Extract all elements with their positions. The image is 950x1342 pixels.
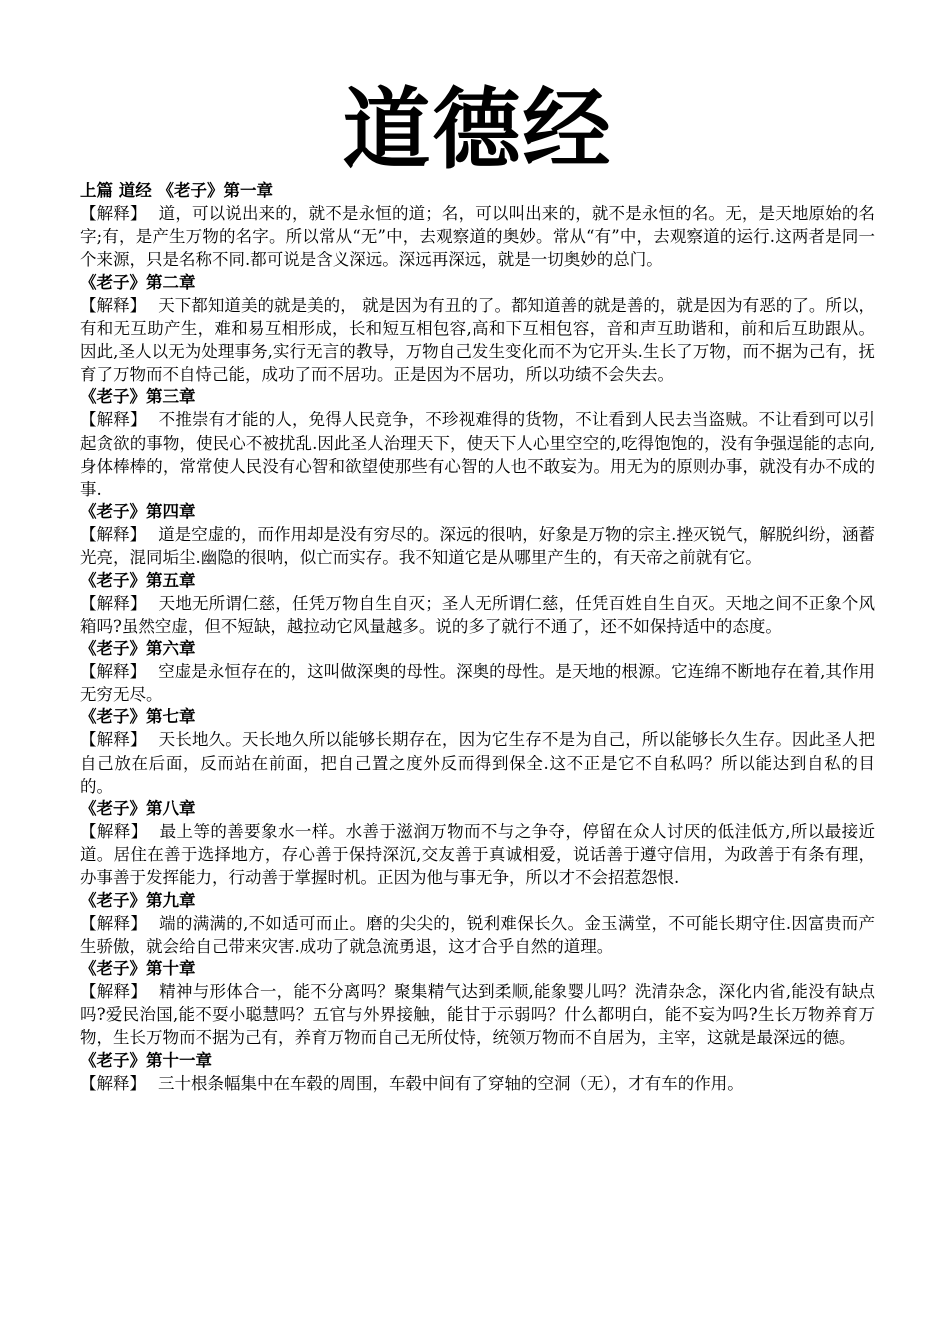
explanation-label: 【解释】 bbox=[80, 1073, 146, 1093]
explanation-text: 天长地久。天长地久所以能够长期存在，因为它生存不是为自己，所以能够长久生存。因此圣人把自己放在后面，反而站在前面，把自己置之度外反而得到保全.这不正是它不自私吗？所以能达到自私的目的。 bbox=[80, 730, 876, 796]
chapter-section bbox=[80, 1050, 875, 1095]
chapter-explanation bbox=[80, 523, 875, 569]
explanation-label: 【解释】 bbox=[80, 410, 147, 430]
explanation-text: 三十根条幅集中在车毂的周围，车毂中间有了穿轴的空洞（无），才有车的作用。 bbox=[158, 1073, 744, 1093]
explanation-text: 端的满满的,不如适可而止。磨的尖尖的，锐利难保长久。金玉满堂，不可能长期守住.因富贵而产生骄傲，就会给自己带来灾害.成功了就急流勇退，这才合乎自然的道理。 bbox=[80, 913, 875, 956]
chapter-explanation bbox=[80, 912, 875, 958]
explanation-label: 【解释】 bbox=[80, 913, 148, 933]
chapter-heading: 《老子》第七章 bbox=[80, 707, 196, 727]
chapter-list bbox=[80, 180, 875, 1095]
chapter-section bbox=[80, 272, 875, 387]
explanation-text: 不推崇有才能的人，免得人民竞争，不珍视难得的货物，不让看到人民去当盗贼。不让看到可以引起贪欲的事物，使民心不被扰乱.因此圣人治理天下，使天下人心里空空的,吃得饱饱的，没有争强逞能的志向,身体棒棒的，常常使人民没有心智和欲望使那些有心智的人也不敢妄为。用无为的原则办事，就没有办不成的事. bbox=[80, 410, 876, 500]
chapter-explanation bbox=[80, 728, 875, 798]
document-page bbox=[80, 80, 875, 1095]
explanation-text: 空虚是永恒存在的，这叫做深奥的母性。深奥的母性。是天地的根源。它连绵不断地存在着,其作用无穷无尽。 bbox=[80, 662, 876, 705]
chapter-heading: 《老子》第四章 bbox=[80, 502, 196, 522]
chapter-section bbox=[80, 501, 875, 569]
explanation-label: 【解释】 bbox=[80, 295, 147, 315]
chapter-section bbox=[80, 180, 875, 272]
explanation-label: 【解释】 bbox=[80, 204, 147, 223]
chapter-section bbox=[80, 706, 875, 798]
chapter-explanation bbox=[80, 1072, 875, 1095]
chapter-explanation bbox=[80, 592, 875, 638]
explanation-label: 【解释】 bbox=[80, 662, 147, 682]
explanation-text: 天下都知道美的就是美的， 就是因为有丑的了。都知道善的就是善的，就是因为有恶的了。所以，有和无互助产生，难和易互相形成，长和短互相包容,高和下互相包容，音和声互助谐和，前和后互助跟从。因此,圣人以无为处理事务,实行无言的教导，万物自己发生变化而不为它开头.生长了万物，而不据为己有，抚育了万物而不自恃己能，成功了而不居功。正是因为不居功，所以功绩不会失去。 bbox=[80, 295, 876, 385]
chapter-heading: 《老子》第十章 bbox=[80, 959, 196, 979]
chapter-explanation bbox=[80, 820, 875, 890]
chapter-explanation bbox=[80, 660, 875, 706]
chapter-heading: 《老子》第二章 bbox=[80, 272, 196, 292]
chapter-explanation bbox=[80, 408, 875, 501]
chapter-explanation bbox=[80, 294, 875, 387]
chapter-heading: 《老子》第三章 bbox=[80, 387, 196, 407]
explanation-label: 【解释】 bbox=[80, 822, 148, 842]
explanation-text: 道是空虚的，而作用却是没有穷尽的。深远的很呐，好象是万物的宗主.挫灭锐气，解脱纠纷，涵蓄光亮，混同垢尘.幽隐的很呐，似亡而实存。我不知道它是从哪里产生的，有天帝之前就有它。 bbox=[80, 525, 876, 568]
explanation-label: 【解释】 bbox=[80, 525, 147, 545]
chapter-section bbox=[80, 798, 875, 890]
explanation-label: 【解释】 bbox=[80, 593, 147, 613]
chapter-heading: 《老子》第十一章 bbox=[80, 1050, 212, 1070]
document-title: 道德经 bbox=[342, 78, 613, 181]
explanation-label: 【解释】 bbox=[80, 730, 147, 750]
chapter-heading: 上篇 道经 《老子》第一章 bbox=[80, 181, 273, 200]
chapter-section bbox=[80, 958, 875, 1050]
chapter-heading: 《老子》第九章 bbox=[80, 890, 196, 910]
explanation-label: 【解释】 bbox=[80, 982, 148, 1002]
chapter-section bbox=[80, 638, 875, 706]
explanation-text: 最上等的善要象水一样。水善于滋润万物而不与之争夺，停留在众人讨厌的低洼低方,所以最接近道。居住在善于选择地方，存心善于保持深沉,交友善于真诚相爱，说话善于遵守信用，为政善于有条有理，办事善于发挥能力，行动善于掌握时机。正因为他与事无争，所以才不会招惹怨恨. bbox=[80, 822, 876, 888]
chapter-section bbox=[80, 570, 875, 638]
chapter-heading: 《老子》第六章 bbox=[80, 639, 196, 659]
chapter-explanation bbox=[80, 202, 875, 272]
explanation-text: 精神与形体合一，能不分离吗？聚集精气达到柔顺,能象婴儿吗？洗清杂念，深化内省,能没有缺点吗?爱民治国,能不耍小聪慧吗？五官与外界接触，能甘于示弱吗？什么都明白，能不妄为吗?生长万物养育万物，生长万物而不据为己有，养育万物而自己无所仗恃，统领万物而不自居为，主宰，这就是最深远的德。 bbox=[80, 982, 875, 1048]
chapter-section bbox=[80, 386, 875, 501]
chapter-heading: 《老子》第五章 bbox=[80, 570, 196, 590]
explanation-text: 天地无所谓仁慈，任凭万物自生自灭；圣人无所谓仁慈，任凭百姓自生自灭。天地之间不正象个风箱吗?虽然空虚，但不短缺，越拉动它风量越多。说的多了就行不通了，还不如保持适中的态度。 bbox=[80, 593, 876, 636]
chapter-heading: 《老子》第八章 bbox=[80, 799, 196, 819]
explanation-text: 道，可以说出来的，就不是永恒的道；名，可以叫出来的，就不是永恒的名。无，是天地原始的名字;有，是产生万物的名字。所以常从“无”中，去观察道的奥妙。常从“有”中，去观察道的运行.这两者是同一个来源，只是名称不同.都可说是含义深远。深远再深远，就是一切奥妙的总门。 bbox=[80, 204, 876, 270]
chapter-explanation bbox=[80, 980, 875, 1050]
chapter-section bbox=[80, 890, 875, 958]
